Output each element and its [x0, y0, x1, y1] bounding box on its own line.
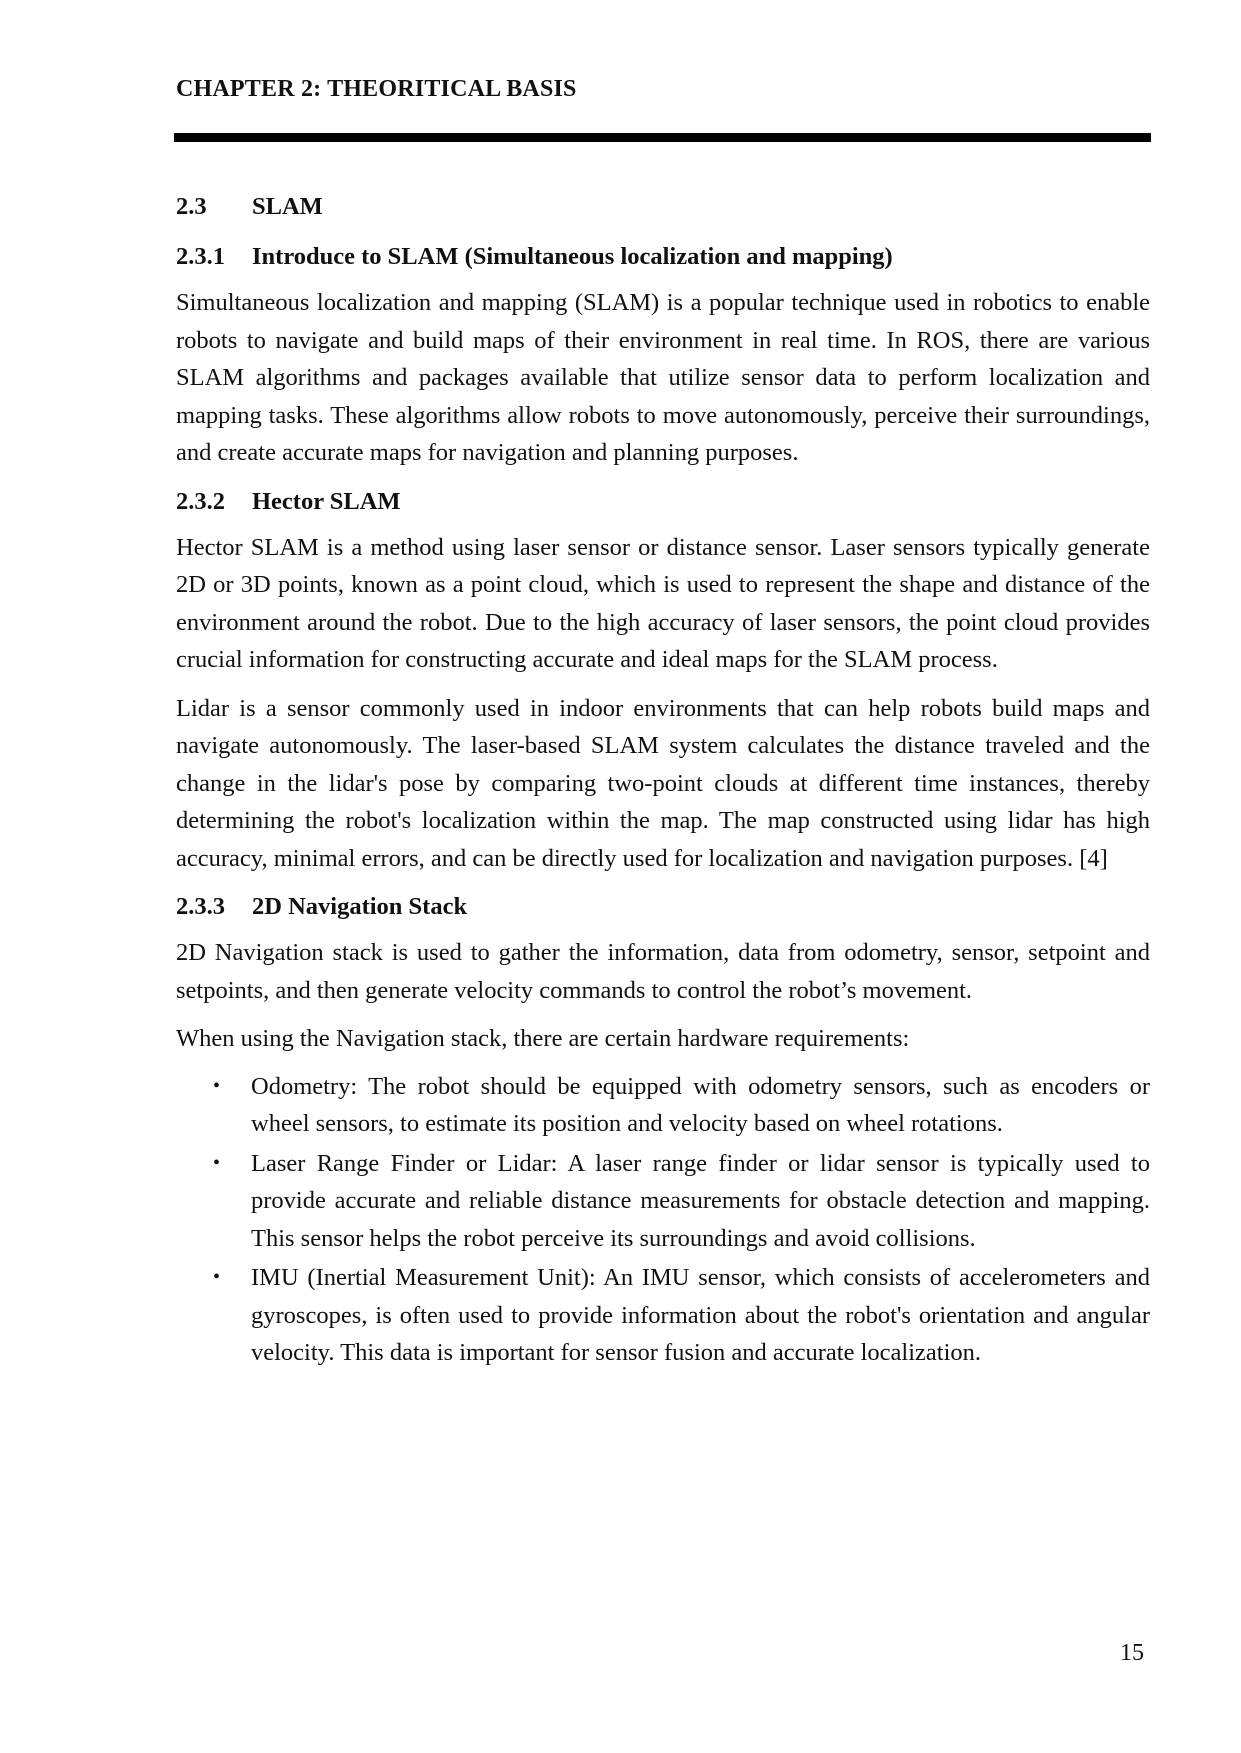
- subsection-navigation-stack: [176, 888, 1150, 1372]
- subsection-heading: [176, 888, 1150, 925]
- paragraph: 2D Navigation stack is used to gather the information, data from odometry, sensor, setpoint and setpoints, and then generate velocity commands to control the robot’s movement.: [176, 939, 1150, 1004]
- subsection-title: 2D Navigation Stack: [252, 893, 468, 920]
- subsection-hector-slam: [176, 483, 1150, 878]
- running-header: CHAPTER 2: THEORITICAL BASIS: [176, 76, 577, 102]
- hardware-requirements-list: [176, 1068, 1150, 1372]
- bullet-icon: •: [213, 1151, 221, 1174]
- paragraph: Simultaneous localization and mapping (SLAM) is a popular technique used in robotics to enable robots to navigate and build maps of their environment in real time. In ROS, there are various SLAM algorithms and packages available that utilize sensor data to perform localization and mapping tasks. These algorithms allow robots to move autonomously, perceive their surroundings, and create accurate maps for navigation and planning purposes.: [176, 289, 1150, 466]
- subsection-number: 2.3.1: [176, 243, 225, 270]
- section-number: 2.3: [176, 193, 207, 220]
- bullet-icon: •: [213, 1074, 221, 1097]
- subsection-introduce-slam: [176, 238, 1150, 472]
- section-title: SLAM: [252, 193, 323, 220]
- list-item-text: Odometry: The robot should be equipped with odometry sensors, such as encoders or wheel sensors, to estimate its position and velocity based on wheel rotations.: [251, 1072, 1150, 1137]
- subsection-heading: [176, 238, 1150, 275]
- section-heading: [176, 188, 1150, 225]
- paragraph: When using the Navigation stack, there are certain hardware requirements:: [176, 1025, 910, 1052]
- subsection-heading: [176, 483, 1150, 520]
- subsection-number: 2.3.3: [176, 893, 225, 920]
- list-item: [213, 1068, 1150, 1143]
- list-item-text: Laser Range Finder or Lidar: A laser range finder or lidar sensor is typically used to provide accurate and reliable distance measurements for obstacle detection and mapping. This sensor helps the robot perceive its surroundings and avoid collisions.: [251, 1149, 1150, 1252]
- list-item: [213, 1145, 1150, 1258]
- list-item-text: IMU (Inertial Measurement Unit): An IMU sensor, which consists of accelerometers and gyroscopes, is often used to provide information about the robot's orientation and angular velocity. This data is important for sensor fusion and accurate localization.: [251, 1264, 1150, 1366]
- page-number: 15: [1120, 1640, 1144, 1666]
- bullet-icon: •: [213, 1266, 221, 1288]
- paragraph: Hector SLAM is a method using laser sensor or distance sensor. Laser sensors typically generate 2D or 3D points, known as a point cloud, which is used to represent the shape and distance of the environment around the robot. Due to the high accuracy of laser sensors, the point cloud provides crucial information for constructing accurate and ideal maps for the SLAM process.: [176, 533, 1150, 673]
- list-item: [213, 1259, 1150, 1372]
- paragraph: Lidar is a sensor commonly used in indoor environments that can help robots build maps and navigate autonomously. The laser-based SLAM system calculates the distance traveled and the change in the lidar's pose by comparing two-point clouds at different time instances, thereby determining the robot's localization within the map. The map constructed using lidar has high accuracy, minimal errors, and can be directly used for localization and navigation purposes. [4]: [176, 694, 1150, 872]
- page-content: [176, 188, 1150, 1374]
- subsection-title: Introduce to SLAM (Simultaneous localization and mapping): [252, 243, 893, 270]
- header-rule: [174, 133, 1151, 142]
- subsection-title: Hector SLAM: [252, 487, 401, 515]
- subsection-number: 2.3.2: [176, 487, 225, 515]
